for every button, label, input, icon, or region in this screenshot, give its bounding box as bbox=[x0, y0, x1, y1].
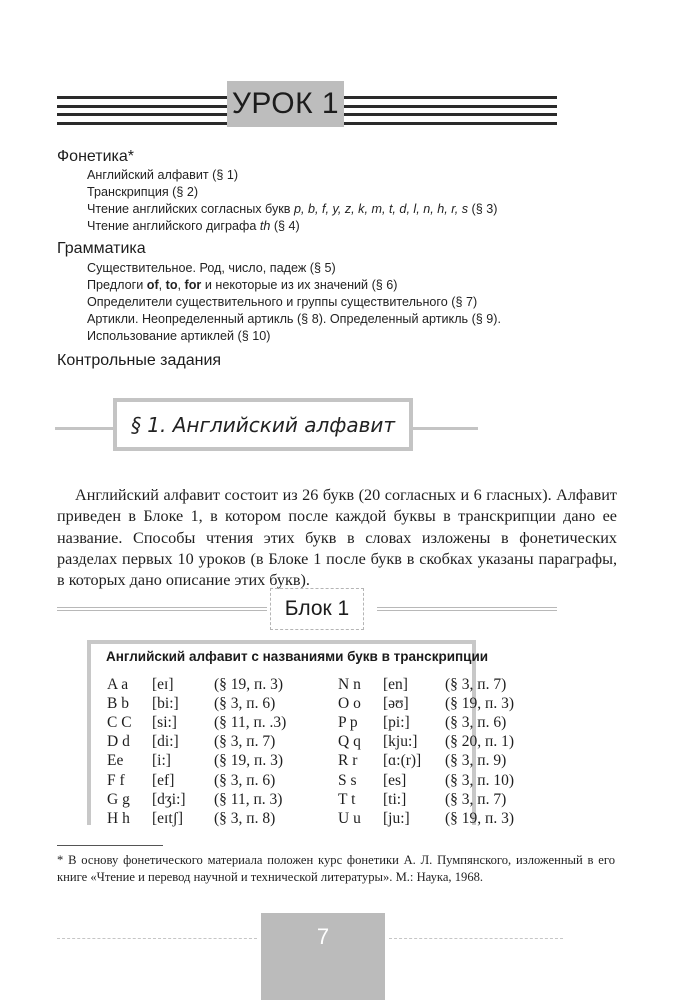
transcription: [bi:] bbox=[152, 695, 179, 713]
body-text bbox=[57, 485, 617, 591]
toc-item-text: Чтение английских согласных букв bbox=[87, 202, 294, 216]
lesson-title: УРОК 1 bbox=[227, 81, 344, 127]
toc-item: Существительное. Род, число, падеж (§ 5) bbox=[87, 261, 336, 275]
paragraph-ref: (§ 11, п. .3) bbox=[214, 714, 287, 732]
transcription: [kju:] bbox=[383, 733, 418, 751]
toc-item-separator: , bbox=[158, 278, 166, 292]
footnote-rule bbox=[57, 845, 163, 846]
letter: Q q bbox=[338, 733, 361, 751]
letter: Ee bbox=[107, 752, 124, 770]
paragraph-ref: (§ 20, п. 1) bbox=[445, 733, 514, 751]
letter: N n bbox=[338, 676, 361, 693]
transcription: [i:] bbox=[152, 752, 171, 770]
transcription: [ef] bbox=[152, 771, 175, 789]
toc-item bbox=[87, 278, 397, 292]
toc-item-text: и некоторые из их значений (§ 6) bbox=[201, 278, 398, 292]
letter: H h bbox=[107, 809, 130, 827]
toc-item-keyword: to bbox=[165, 278, 178, 292]
paragraph-ref: (§ 3, п. 6) bbox=[214, 695, 276, 713]
paragraph: Английский алфавит состоит из 26 букв (20 согласных и 6 гласных). Алфавит приведен в Блоке 1, в котором после каждой буквы в транскрипции дано ее название. Способы чтения этих букв в словах изложены в фонетических разделах первых 10 уроков (в Блоке 1 после букв в скобках указаны параграфы, в которых дано описание этих букв). bbox=[57, 486, 617, 590]
transcription: [ɑ:(r)] bbox=[383, 752, 422, 770]
section-rule bbox=[411, 427, 478, 430]
toc-item-text: Чтение английского диграфа bbox=[87, 219, 260, 233]
paragraph-ref: (§ 3, п. 8) bbox=[214, 809, 276, 827]
block-label: Блок 1 bbox=[270, 588, 364, 630]
transcription: [si:] bbox=[152, 714, 177, 732]
alphabet-table-title: Английский алфавит с названиями букв в транскрипции bbox=[106, 649, 489, 664]
toc-heading-phonetics: Фонетика* bbox=[57, 148, 135, 165]
transcription: [dʒi:] bbox=[152, 790, 186, 808]
transcription: [es] bbox=[383, 771, 407, 789]
paragraph-ref: (§ 3, п. 6) bbox=[445, 714, 507, 732]
footer-rule bbox=[57, 938, 257, 939]
toc-item-digraph: th bbox=[259, 219, 271, 233]
letter: O o bbox=[338, 695, 361, 713]
transcription: [eɪtʃ] bbox=[152, 809, 183, 827]
toc-item-ref: (§ 3) bbox=[468, 202, 498, 216]
block-rule bbox=[377, 607, 557, 611]
transcription: [ju:] bbox=[383, 809, 410, 827]
footnote: * В основу фонетического материала положен курс фонетики А. Л. Пумпянского, изложенный в его книге «Чтение и перевод научной и технической литературы». М.: Наука, 1968. bbox=[57, 853, 615, 884]
paragraph-ref: (§ 19, п. 3) bbox=[214, 676, 283, 693]
toc-item: Транскрипция (§ 2) bbox=[87, 185, 199, 199]
paragraph-ref: (§ 11, п. 3) bbox=[214, 790, 283, 808]
transcription: [pi:] bbox=[383, 714, 410, 732]
toc-item-letters: p, b, f, y, z, k, m, t, d, l, n, h, r, s bbox=[294, 202, 469, 216]
paragraph-ref: (§ 3, п. 7) bbox=[214, 733, 276, 751]
toc-item bbox=[87, 202, 497, 216]
letter: R r bbox=[338, 752, 358, 770]
toc-item: Артикли. Неопределенный артикль (§ 8). Определенный артикль (§ 9). bbox=[87, 312, 502, 326]
transcription: [eɪ] bbox=[152, 676, 174, 693]
toc-item: Английский алфавит (§ 1) bbox=[87, 168, 239, 182]
paragraph-ref: (§ 3, п. 9) bbox=[445, 752, 507, 770]
section-title: § 1. Английский алфавит bbox=[113, 398, 413, 451]
block-rule bbox=[57, 607, 267, 611]
toc-item bbox=[87, 219, 300, 233]
footer-rule bbox=[389, 938, 563, 939]
toc-item-keyword: of bbox=[146, 278, 159, 292]
toc-item-keyword: for bbox=[184, 278, 202, 292]
transcription: [əʊ] bbox=[383, 695, 409, 713]
paragraph-ref: (§ 3, п. 10) bbox=[445, 771, 514, 789]
paragraph-ref: (§ 3, п. 7) bbox=[445, 676, 507, 693]
letter: U u bbox=[338, 809, 361, 827]
toc-heading-control-tasks: Контрольные задания bbox=[57, 352, 222, 369]
letter: C C bbox=[107, 714, 132, 732]
letter: S s bbox=[338, 771, 357, 789]
page-number: 7 bbox=[316, 924, 330, 949]
letter: P p bbox=[338, 714, 358, 732]
paragraph-ref: (§ 3, п. 7) bbox=[445, 790, 507, 808]
transcription: [ti:] bbox=[383, 790, 407, 808]
toc-item-separator: , bbox=[177, 278, 185, 292]
letter: D d bbox=[107, 733, 130, 751]
toc-item-ref: (§ 4) bbox=[270, 219, 300, 233]
letter: F f bbox=[107, 771, 125, 789]
toc-item: Использование артиклей (§ 10) bbox=[87, 329, 271, 343]
letter: T t bbox=[338, 790, 356, 808]
letter: B b bbox=[107, 695, 129, 713]
toc-heading-grammar: Грамматика bbox=[57, 240, 146, 257]
letter: G g bbox=[107, 790, 130, 808]
section-rule bbox=[55, 427, 115, 430]
toc-item: Определители существительного и группы существительного (§ 7) bbox=[87, 295, 478, 309]
paragraph-ref: (§ 19, п. 3) bbox=[214, 752, 283, 770]
letter: A a bbox=[107, 676, 129, 693]
toc-item-text: Предлоги bbox=[87, 278, 147, 292]
paragraph-ref: (§ 19, п. 3) bbox=[445, 695, 514, 713]
paragraph-ref: (§ 3, п. 6) bbox=[214, 771, 276, 789]
paragraph-ref: (§ 19, п. 3) bbox=[445, 809, 514, 827]
transcription: [di:] bbox=[152, 733, 179, 751]
transcription: [en] bbox=[383, 676, 408, 693]
